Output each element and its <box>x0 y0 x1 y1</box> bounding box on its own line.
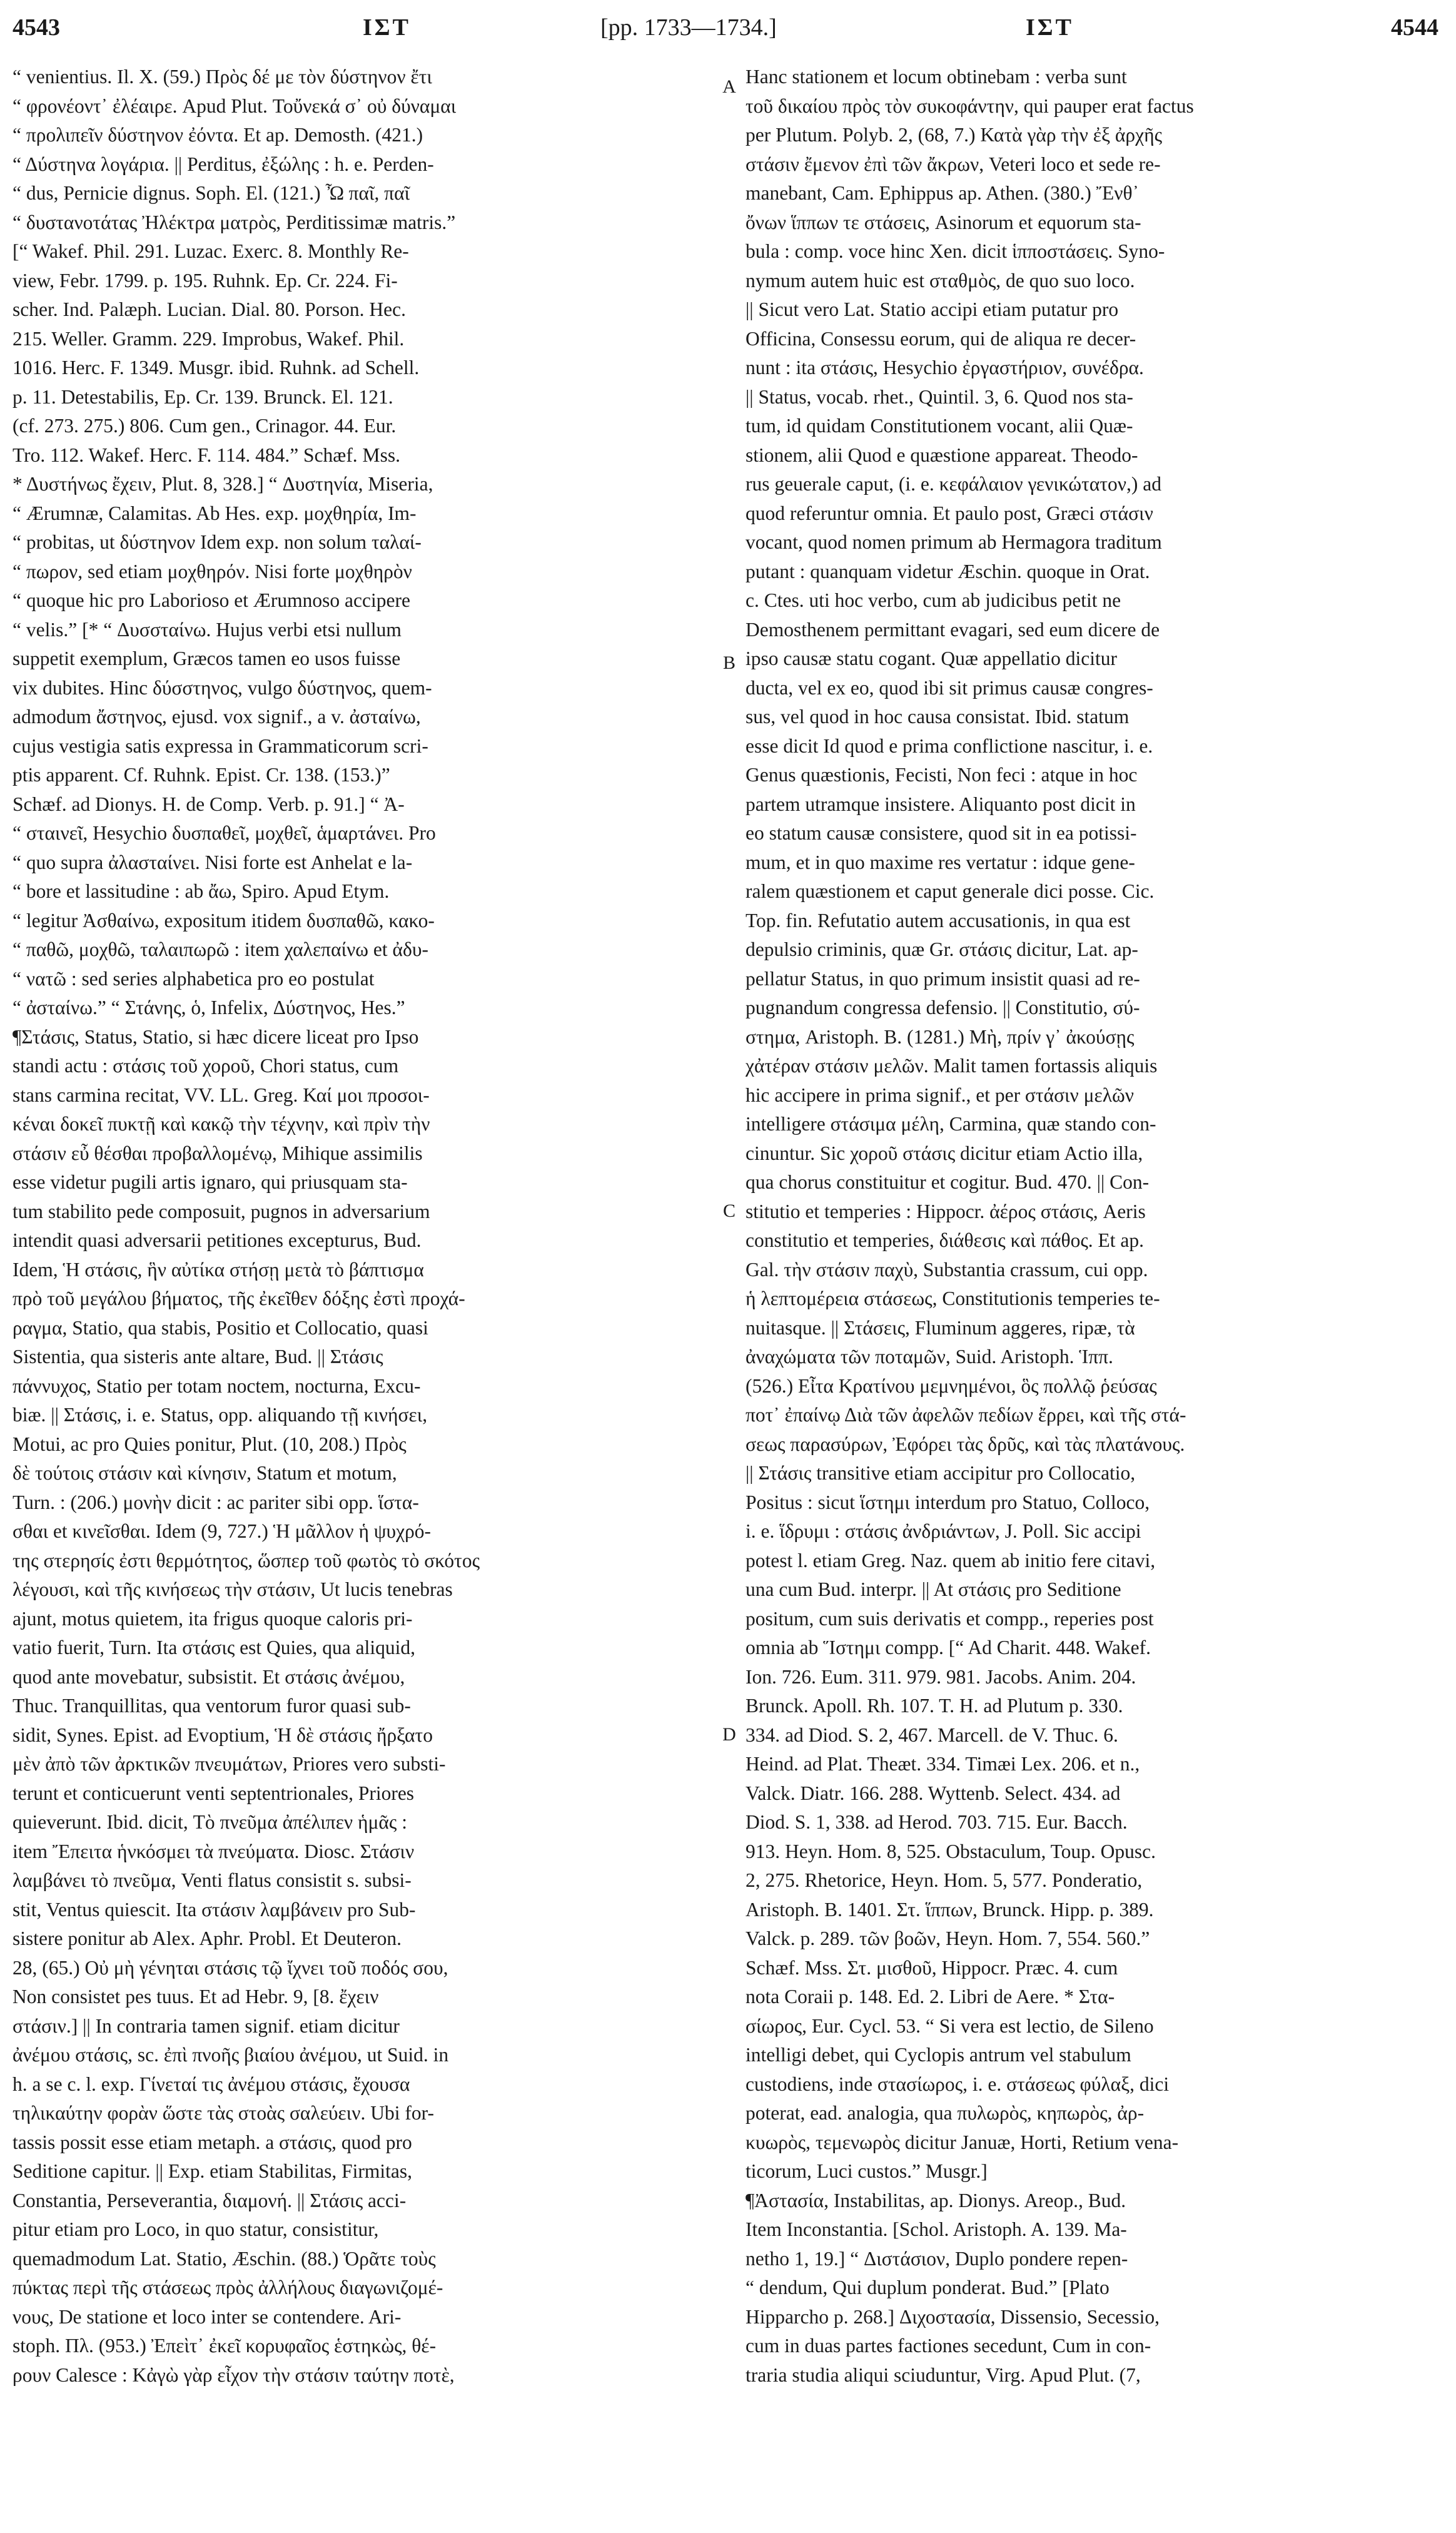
text-line: Gal. τὴν στάσιν παχὺ, Substantia crassum, cui opp. <box>746 1258 1148 1281</box>
text-line: “ probitas, ut δύστηνον Idem exp. non solum ταλαί- <box>13 531 422 553</box>
text-line: scher. Ind. Palæph. Lucian. Dial. 80. Porson. Hec. <box>13 298 407 320</box>
text-line: “ dendum, Qui duplum ponderat. Bud.” [Plato <box>746 2277 1110 2298</box>
text-line: “ bore et lassitudine : ab ἄω, Spiro. Apud Etym. <box>13 880 390 902</box>
text-line: Top. fin. Refutatio autem accusationis, in qua est <box>746 909 1131 931</box>
text-line: Positus : sicut ἵστημι interdum pro Statuo, Colloco, <box>746 1491 1150 1513</box>
text-line: stionem, alii Quod e quæstione appareat. Theodo- <box>746 444 1138 466</box>
text-line: ραγμα, Statio, qua stabis, Positio et Collocatio, quasi <box>13 1316 428 1339</box>
text-line: qua chorus constituitur et cogitur. Bud. 470. || Con- <box>746 1171 1150 1193</box>
text-line: ¶Ἀστασία, Instabilitas, ap. Dionys. Areop., Bud. <box>746 2189 1126 2211</box>
text-line: Officina, Consessu eorum, qui de aliqua re decer- <box>746 327 1136 350</box>
text-line: σθαι et κινεῖσθαι. Idem (9, 727.) Ἡ μᾶλλον ἡ ψυχρό- <box>13 1520 432 1542</box>
text-line: “ velis.” [* “ Δυσσταίνω. Hujus verbi etsi nullum <box>13 618 402 641</box>
text-line: depulsio criminis, quæ Gr. στάσις dicitur, Lat. ap- <box>746 938 1138 960</box>
text-line: nunt : ita στάσις, Hesychio ἐργαστήριον, συνέδρα. <box>746 357 1144 378</box>
text-line: Constantia, Perseverantia, διαμονή. || Στάσις acci- <box>13 2189 407 2211</box>
text-line: [“ Wakef. Phil. 291. Luzac. Exerc. 8. Monthly Re- <box>13 240 409 262</box>
text-line: Seditione capitur. || Exp. etiam Stabilitas, Firmitas, <box>13 2160 413 2182</box>
page-range: [pp. 1733—1734.] <box>600 14 777 41</box>
text-line: ralem quæstionem et caput generale dici posse. Cic. <box>746 880 1155 902</box>
text-line: admodum ἄστηνος, ejusd. vox signif., a v. ἀσταίνω, <box>13 706 421 728</box>
text-line: ποτ᾽ ἐπαίνῳ Διὰ τῶν ἀφελῶν πεδίων ἔρρει, καὶ τῆς στά- <box>746 1404 1186 1426</box>
text-line: pitur etiam pro Loco, in quo statur, consistitur, <box>13 2218 379 2240</box>
text-line: ducta, vel ex eo, quod ibi sit primus causæ congres- <box>746 676 1153 699</box>
text-line: quemadmodum Lat. Statio, Æschin. (88.) Ὁρᾶτε τοὺς <box>13 2247 436 2270</box>
text-line: Schæf. Mss. Στ. μισθοῦ, Hippocr. Præc. 4. cum <box>746 1956 1118 1979</box>
text-line: “ venientius. Il. X. (59.) Πρὸς δέ με τὸν δύστηνον ἔτι <box>13 66 432 88</box>
text-line: vix dubites. Hinc δύσστηνος, vulgo δύστηνος, quem- <box>13 676 432 699</box>
text-line: Brunck. Apoll. Rh. 107. T. H. ad Plutum p. 330. <box>746 1695 1123 1717</box>
text-line: Genus quæstionis, Fecisti, Non feci : atque in hoc <box>746 764 1138 786</box>
text-line: biæ. || Στάσις, i. e. Status, opp. aliquando τῇ κινήσει, <box>13 1404 428 1426</box>
right-text-column <box>746 63 1446 2502</box>
text-line: λαμβάνει τὸ πνεῦμα, Venti flatus consistit s. subsi- <box>13 1869 412 1891</box>
text-line: cinuntur. Sic χοροῦ στάσις dicitur etiam Actio illa, <box>746 1142 1143 1164</box>
text-line: Aristoph. B. 1401. Στ. ἵππων, Brunck. Hipp. p. 389. <box>746 1898 1154 1921</box>
text-line: partem utramque insistere. Aliquanto post dicit in <box>746 793 1136 815</box>
text-line: i. e. ἵδρυμι : στάσις ἀνδριάντων, J. Poll. Sic accipi <box>746 1520 1141 1542</box>
text-line: “ quoque hic pro Laborioso et Ærumnoso accipere <box>13 589 410 611</box>
text-line: Motui, ac pro Quies ponitur, Plut. (10, 208.) Πρὸς <box>13 1433 407 1455</box>
text-line: πρὸ τοῦ μεγάλου βήματος, τῆς ἐκεῖθεν δόξης ἐστὶ προχά- <box>13 1287 465 1309</box>
text-line: Idem, Ἡ στάσις, ἣν αὐτίκα στήσῃ μετὰ τὸ βάπτισμα <box>13 1258 424 1281</box>
text-line: stans carmina recitat, VV. LL. Greg. Καί μοι προσοι- <box>13 1084 430 1106</box>
text-line: ἀναχώματα τῶν ποταμῶν, Suid. Aristoph. Ἱππ. <box>746 1346 1113 1368</box>
text-line: νους, De statione et loco inter se contendere. Ari- <box>13 2305 402 2328</box>
text-line: rus geuerale caput, (i. e. κεφάλαιον γενικώτατον,) ad <box>746 473 1161 495</box>
text-line: “ legitur Ἀσθαίνω, expositum itidem δυσπαθῶ, κακο- <box>13 909 435 931</box>
text-line: Item Inconstantia. [Schol. Aristoph. A. 139. Ma- <box>746 2218 1127 2240</box>
text-line: (cf. 273. 275.) 806. Cum gen., Crinagor. 44. Eur. <box>13 415 397 437</box>
text-line: intelligere στάσιμα μέλη, Carmina, quæ stando con- <box>746 1113 1156 1135</box>
text-line: χἀτέραν στάσιν μελῶν. Malit tamen fortassis aliquis <box>746 1055 1158 1077</box>
section-marker: D <box>722 1724 736 1745</box>
text-line: eo statum causæ consistere, quod sit in ea potissi- <box>746 822 1137 844</box>
text-line: της στερησίς ἐστι θερμότητος, ὥσπερ τοῦ φωτὸς τὸ σκότος <box>13 1549 480 1571</box>
section-marker: C <box>722 1201 736 1221</box>
text-line: ptis apparent. Cf. Ruhnk. Epist. Cr. 138. (153.)” <box>13 764 390 786</box>
text-line: 1016. Herc. F. 1349. Musgr. ibid. Ruhnk. ad Schell. <box>13 357 420 378</box>
text-line: Sistentia, qua sisteris ante altare, Bud. || Στάσις <box>13 1346 383 1368</box>
text-line: τοῦ δικαίου πρὸς τὸν συκοφάντην, qui pauper erat factus <box>746 94 1194 117</box>
text-line: 28, (65.) Οὐ μὴ γένηται στάσις τῷ ἴχνει τοῦ ποδός σου, <box>13 1956 448 1979</box>
text-line: omnia ab Ἵστημι compp. [“ Ad Charit. 448. Wakef. <box>746 1637 1151 1658</box>
text-line: nymum autem huic est σταθμὸς, de quo suo loco. <box>746 269 1135 292</box>
text-line: κέναι δοκεῖ πυκτῇ καὶ κακῷ τὴν τέχνην, καὶ πρὶν τὴν <box>13 1113 430 1135</box>
text-line: custodiens, inde στασίωρος, i. e. στάσεως φύλαξ, dici <box>746 2073 1170 2095</box>
text-line: putant : quanquam videtur Æschin. quoque in Orat. <box>746 560 1150 582</box>
text-line: nota Coraii p. 148. Ed. 2. Libri de Aere. * Στα- <box>746 1986 1115 2008</box>
text-line: stitutio et temperies : Hippocr. ἀέρος στάσις, Aeris <box>746 1200 1146 1222</box>
text-line: στάσιν.] || In contraria tamen signif. etiam dicitur <box>13 2014 400 2037</box>
text-line: “ dus, Pernicie dignus. Soph. El. (121.) Ὦ παῖ, παῖ <box>13 182 410 204</box>
text-line: pellatur Status, in quo primum insistit quasi ad re- <box>746 967 1140 990</box>
text-line: ticorum, Luci custos.” Musgr.] <box>746 2160 988 2182</box>
text-line: p. 11. Detestabilis, Ep. Cr. 139. Brunck. El. 121. <box>13 385 393 408</box>
text-line: Hanc stationem et locum obtinebam : verba sunt <box>746 66 1127 88</box>
text-line: intendit quasi adversarii petitiones excepturus, Bud. <box>13 1229 422 1251</box>
text-line: Demosthenem permittant evagari, sed eum dicere de <box>746 618 1160 641</box>
text-line: Tro. 112. Wakef. Herc. F. 114. 484.” Schæf. Mss. <box>13 444 400 466</box>
text-line: tum, id quidam Constitutionem vocant, alii Quæ- <box>746 415 1133 437</box>
text-line: δὲ τούτοις στάσιν καὶ κίνησιν, Statum et motum, <box>13 1462 397 1484</box>
text-line: 913. Heyn. Hom. 8, 525. Obstaculum, Toup. Opusc. <box>746 1840 1156 1862</box>
text-line: per Plutum. Polyb. 2, (68, 7.) Κατὰ γὰρ τὴν ἐξ ἀρχῆς <box>746 124 1163 146</box>
text-line: ἀνέμου στάσις, sc. ἐπὶ πνοῆς βιαίου ἀνέμου, ut Suid. in <box>13 2044 449 2066</box>
text-line: manebant, Cam. Ephippus ap. Athen. (380.) Ἔνθ᾽ <box>746 182 1140 204</box>
text-line: * Δυστήνως ἔχειν, Plut. 8, 328.] “ Δυστηνία, Miseria, <box>13 473 433 495</box>
text-line: Valck. p. 289. τῶν βοῶν, Heyn. Hom. 7, 554. 560.” <box>746 1927 1150 1949</box>
text-line: στάσιν εὖ θέσθαι προβαλλομένῳ, Mihique assimilis <box>13 1142 423 1164</box>
text-line: ipso causæ statu cogant. Quæ appellatio dicitur <box>746 647 1118 669</box>
text-line: ρουν Calesce : Κἀγὼ γὰρ εἶχον τὴν στάσιν ταύτην ποτὲ, <box>13 2363 455 2386</box>
text-line: τηλικαύτην φορὰν ὥστε τὰς στοὰς σαλεύειν. Ubi for- <box>13 2102 434 2124</box>
text-line: Thuc. Tranquillitas, qua ventorum furor quasi sub- <box>13 1695 411 1717</box>
text-line: vocant, quod nomen primum ab Hermagora traditum <box>746 531 1162 553</box>
text-line: Turn. : (206.) μονὴν dicit : ac pariter sibi opp. ἵστα- <box>13 1491 419 1513</box>
text-line: Hipparcho p. 268.] Διχοστασία, Dissensio, Secessio, <box>746 2305 1160 2328</box>
page-header <box>13 14 1445 58</box>
text-line: στημα, Aristoph. B. (1281.) Μὴ, πρίν γ᾽ ἀκούσῃς <box>746 1025 1135 1048</box>
text-line: netho 1, 19.] “ Διστάσιον, Duplo pondere repen- <box>746 2247 1128 2270</box>
text-line: tassis possit esse etiam metaph. a στάσις, quod pro <box>13 2131 412 2153</box>
text-line: “ Δύστηνα λογάρια. || Perditus, ἐξώλης : h. e. Perden- <box>13 153 434 175</box>
text-line: sus, vel quod in hoc causa consistat. Ibid. statum <box>746 706 1130 728</box>
text-line: Schæf. ad Dionys. H. de Comp. Verb. p. 91.] “ Ἀ- <box>13 793 405 815</box>
text-line: quieverunt. Ibid. dicit, Τὸ πνεῦμα ἀπέλιπεν ἡμᾶς : <box>13 1811 407 1833</box>
text-line: sistere ponitur ab Alex. Aphr. Probl. Et Deuteron. <box>13 1927 402 1949</box>
text-line: potest l. etiam Greg. Naz. quem ab initio fere citavi, <box>746 1549 1156 1571</box>
text-line: quod referuntur omnia. Et paulo post, Græci στάσιν <box>746 502 1153 524</box>
text-line: cujus vestigia satis expressa in Grammaticorum scri- <box>13 734 428 757</box>
text-line: “ πωρον, sed etiam μοχθηρόν. Nisi forte μοχθηρὸν <box>13 560 412 582</box>
text-line: cum in duas partes factiones secedunt, Cum in con- <box>746 2335 1151 2357</box>
text-line: “ φρονέοντ᾽ ἐλέαιρε. Apud Plut. Τοὔνεκά σ᾽ οὐ δύναμαι <box>13 94 457 117</box>
text-line: view, Febr. 1799. p. 195. Ruhnk. Ep. Cr. 224. Fi- <box>13 269 398 292</box>
text-line: Non consistet pes tuus. Et ad Hebr. 9, [8. ἔχειν <box>13 1986 379 2008</box>
text-line: c. Ctes. uti hoc verbo, cum ab judicibus petit ne <box>746 589 1121 611</box>
text-line: || Status, vocab. rhet., Quintil. 3, 6. Quod nos sta- <box>746 385 1133 408</box>
text-line: “ παθῶ, μοχθῶ, ταλαιπωρῶ : item χαλεπαίνω et ἀδυ- <box>13 938 428 960</box>
text-line: mum, et in quo maxime res vertatur : idque gene- <box>746 851 1135 873</box>
text-line: pugnandum congressa defensio. || Constitutio, σύ- <box>746 997 1140 1018</box>
text-line: στάσιν ἔμενον ἐπὶ τῶν ἄκρων, Veteri loco et sede re- <box>746 153 1161 175</box>
text-line: || Στάσις transitive etiam accipitur pro Collocatio, <box>746 1462 1136 1484</box>
text-line: 2, 275. Rhetorice, Heyn. Hom. 5, 577. Ponderatio, <box>746 1869 1143 1891</box>
text-line: μὲν ἀπὸ τῶν ἀρκτικῶν πνευμάτων, Priores vero substi- <box>13 1753 446 1775</box>
text-line: tum stabilito pede composuit, pugnos in adversarium <box>13 1200 430 1222</box>
text-line: Heind. ad Plat. Theæt. 334. Timæi Lex. 206. et n., <box>746 1753 1140 1775</box>
text-line: suppetit exemplum, Græcos tamen eo usos fuisse <box>13 647 401 669</box>
section-marker: A <box>722 76 736 97</box>
text-line: terunt et conticuerunt venti septentrionales, Priores <box>13 1782 415 1804</box>
text-line: “ σταινεῖ, Hesychio δυσπαθεῖ, μοχθεῖ, ἁμαρτάνει. Pro <box>13 822 436 844</box>
text-line: esse videtur pugili artis ignaro, qui priusquam sta- <box>13 1171 408 1193</box>
text-line: || Sicut vero Lat. Statio accipi etiam putatur pro <box>746 298 1119 320</box>
text-line: bula : comp. voce hinc Xen. dicit ἱπποστάσεις. Syno- <box>746 240 1165 262</box>
text-line: Valck. Diatr. 166. 288. Wyttenb. Select. 434. ad <box>746 1782 1121 1804</box>
left-text-column <box>13 63 713 2502</box>
text-line: “ προλιπεῖν δύστηνον ἐόντα. Et ap. Demosth. (421.) <box>13 124 423 146</box>
text-line: ἡ λεπτομέρεια στάσεως, Constitutionis temperies te- <box>746 1287 1160 1309</box>
text-line: 334. ad Diod. S. 2, 467. Marcell. de V. Thuc. 6. <box>746 1723 1118 1746</box>
text-line: stoph. Πλ. (953.) Ἐπεὶτ᾽ ἐκεῖ κορυφαῖος ἑστηκὼς, θέ- <box>13 2335 437 2357</box>
left-running-headword: ΙΣΤ <box>363 14 411 41</box>
text-line: sidit, Synes. Epist. ad Evoptium, Ἡ δὲ στάσις ἤρξατο <box>13 1723 433 1746</box>
text-line: hic accipere in prima signif., et per στάσιν μελῶν <box>746 1084 1135 1106</box>
text-line: πύκτας περὶ τῆς στάσεως πρὸς ἀλλήλους διαγωνιζομέ- <box>13 2277 443 2298</box>
text-line: nuitasque. || Στάσεις, Fluminum aggeres, ripæ, τὰ <box>746 1316 1135 1339</box>
text-line: πάννυχος, Statio per totam noctem, nocturna, Excu- <box>13 1374 421 1397</box>
text-line: vatio fuerit, Turn. Ita στάσις est Quies, qua aliquid, <box>13 1637 415 1658</box>
text-line: κυωρὸς, τεμενωρὸς dicitur Januæ, Horti, Retium vena- <box>746 2131 1179 2153</box>
right-page-number: 4544 <box>1391 14 1438 41</box>
text-line: (526.) Εἶτα Κρατίνου μεμνημένοι, ὃς πολλῷ ῥεύσας <box>746 1374 1157 1397</box>
text-line: stit, Ventus quiescit. Ita στάσιν λαμβάνειν pro Sub- <box>13 1898 416 1921</box>
text-line: positum, cum suis derivatis et compp., reperies post <box>746 1607 1154 1630</box>
text-line: Diod. S. 1, 338. ad Herod. 703. 715. Eur. Bacch. <box>746 1811 1128 1833</box>
text-line: item Ἔπειτα ἡνκόσμει τὰ πνεύματα. Diosc. Στάσιν <box>13 1840 415 1862</box>
text-line: ¶Στάσις, Status, Statio, si hæc dicere liceat pro Ipso <box>13 1025 419 1048</box>
section-marker: B <box>722 652 736 673</box>
text-line: “ νατῶ : sed series alphabetica pro eo postulat <box>13 967 375 990</box>
text-line: “ Ærumnæ, Calamitas. Ab Hes. exp. μοχθηρία, Im- <box>13 502 417 524</box>
text-line: “ quo supra ἀλασταίνει. Nisi forte est Anhelat e la- <box>13 851 413 873</box>
text-line: 215. Weller. Gramm. 229. Improbus, Wakef. Phil. <box>13 327 405 350</box>
text-line: σεως παρασύρων, Ἐφόρει τὰς δρῦς, καὶ τὰς πλατάνους. <box>746 1433 1185 1455</box>
text-line: poterat, ead. analogia, qua πυλωρὸς, κηπωρὸς, ἀρ- <box>746 2102 1145 2124</box>
text-line: constitutio et temperies, διάθεσις καὶ πάθος. Et ap. <box>746 1229 1145 1251</box>
text-line: standi actu : στάσις τοῦ χοροῦ, Chori status, cum <box>13 1055 399 1077</box>
text-line: ὄνων ἵππων τε στάσεις, Asinorum et equorum sta- <box>746 211 1141 233</box>
text-line: σίωρος, Eur. Cycl. 53. “ Si vera est lectio, de Sileno <box>746 2014 1154 2037</box>
text-line: una cum Bud. interpr. || At στάσις pro Seditione <box>746 1578 1121 1600</box>
text-line: traria studia aliqui sciuduntur, Virg. Apud Plut. (7, <box>746 2363 1141 2386</box>
text-line: Ion. 726. Eum. 311. 979. 981. Jacobs. Anim. 204. <box>746 1665 1136 1688</box>
text-line: ajunt, motus quietem, ita frigus quoque caloris pri- <box>13 1607 413 1630</box>
text-line: intelligi debet, qui Cyclopis antrum vel stabulum <box>746 2044 1131 2066</box>
text-line: quod ante movebatur, subsistit. Et στάσις ἀνέμου, <box>13 1665 405 1688</box>
text-line: “ ἀσταίνω.” “ Στάνης, ὁ, Infelix, Δύστηνος, Hes.” <box>13 997 405 1018</box>
text-line: λέγουσι, καὶ τῆς κινήσεως τὴν στάσιν, Ut lucis tenebras <box>13 1578 453 1600</box>
text-line: h. a se c. l. exp. Γίνεταί τις ἀνέμου στάσις, ἔχουσα <box>13 2073 410 2095</box>
right-running-headword: ΙΣΤ <box>1026 14 1074 41</box>
left-page-number: 4543 <box>13 14 60 41</box>
text-line: “ δυστανοτάτας Ἠλέκτρα ματρὸς, Perditissimæ matris.” <box>13 211 456 233</box>
text-line: esse dicit Id quod e prima conflictione nascitur, i. e. <box>746 734 1153 757</box>
